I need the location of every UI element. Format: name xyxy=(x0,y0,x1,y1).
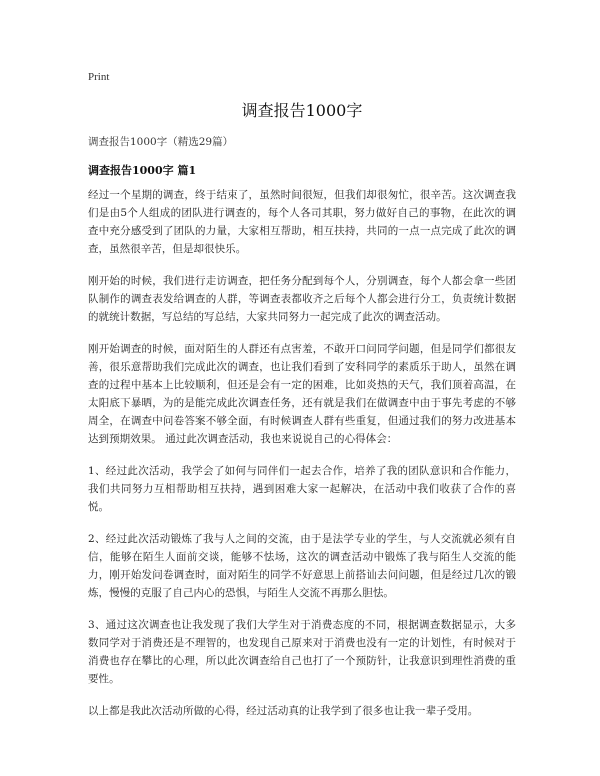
paragraph-conclusion: 以上都是我此次活动所做的心得，经过活动真的让我学到了很多也让我一辈子受用。 xyxy=(88,705,479,717)
paragraph-intro: 经过一个星期的调查，终于结束了，虽然时间很短，但我们却很匆忙，很辛苦。这次调查我们是由5个人组成的团队进行调查的，每个人各司其职，努力做好自己的事物，在此次的调查中充分感受到了团队的力量，大家相互帮助，相互扶持，共同的一点一点完成了此次的调查，虽然很辛苦，但是却很快乐。 xyxy=(88,189,516,255)
paragraph-process: 刚开始的时候，我们进行走访调查，把任务分配到每个人，分别调查，每个人都会拿一些团队制作的调查表发给调查的人群，等调查表都收齐之后每个人都会进行分工，负责统计数据的就统计数据，写总结的写总结，大家共同努力一起完成了此次的调查活动。 xyxy=(88,275,516,323)
document-subtitle: 调查报告1000字（精选29篇） xyxy=(88,136,234,148)
section-heading: 调查报告1000字 篇1 xyxy=(88,164,197,177)
paragraph-point-3: 3、通过这次调查也让我发现了我们大学生对于消费态度的不同，根据调查数据显示，大多数同学对于消费还是不理智的，也发现自己原来对于消费也没有一定的计划性，有时候对于消费也存在攀比的心理，所以此次调查给自己也打了一个预防针，让我意识到理性消费的重要性。 xyxy=(88,619,516,685)
paragraph-difficulties: 刚开始调查的时候，面对陌生的人群还有点害羞，不敢开口问同学问题，但是同学们都很友善，很乐意帮助我们完成此次的调查，也让我们看到了安科同学的素质乐于助人，虽然在调查的过程中基本上比较顺利，但还是会有一定的困难，比如炎热的天气，我们顶着高温，在太阳底下暴晒，为的是能完成此次调查任务，还有就是我们在做调查中由于事先考虑的不够周全，在调查中问卷答案不够全面，有时候调查人群有些重复，但通过我们的努力改进基本达到预期效果。 通过此次调查活动，我也来说说自己的心得体会： xyxy=(88,343,516,445)
document-body xyxy=(88,186,516,734)
print-link[interactable]: Print xyxy=(88,71,110,83)
document-title: 调查报告1000字 xyxy=(241,101,363,120)
paragraph-point-1: 1、经过此次活动，我学会了如何与同伴们一起去合作，培养了我的团队意识和合作能力，我们共同努力互相帮助相互扶持，遇到困难大家一起解决，在活动中我们收获了合作的喜悦。 xyxy=(88,465,516,513)
paragraph-point-2: 2、经过此次活动锻炼了我与人之间的交流，由于是法学专业的学生，与人交流就必须有自信，能够在陌生人面前交谈，能够不怯场，这次的调查活动中锻炼了我与陌生人交流的能力，刚开始发问卷调查时，面对陌生的同学不好意思上前搭讪去问问题，但是经过几次的锻炼，慢慢的克服了自己内心的恐惧，与陌生人交流不再那么胆怯。 xyxy=(88,533,516,599)
